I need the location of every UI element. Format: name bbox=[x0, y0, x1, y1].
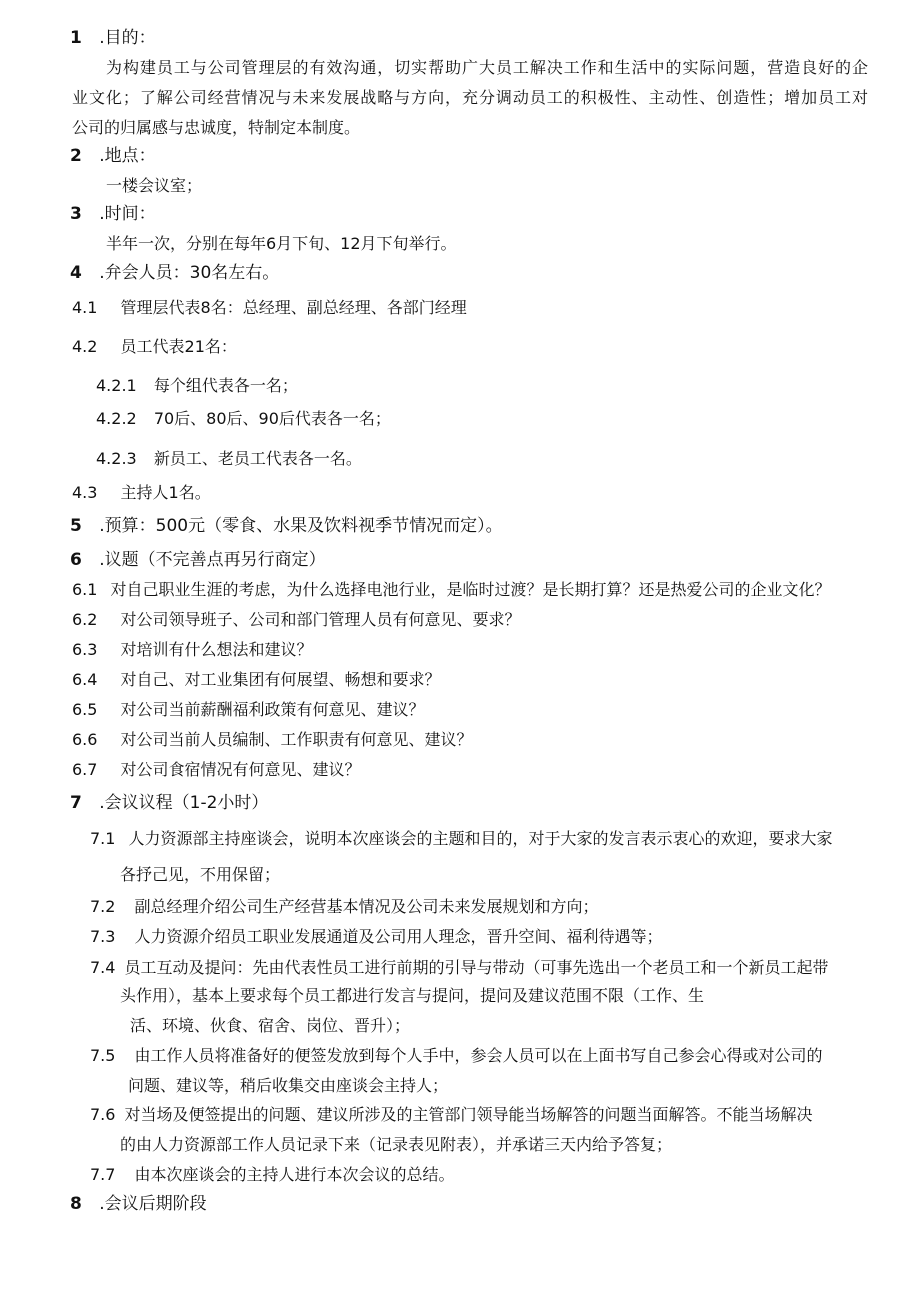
purpose-line-2: 业文化；了解公司经营情况与未来发展战略与方向，充分调动员工的积极性、主动性、创造性；增加员工对 bbox=[72, 88, 868, 107]
section-8-heading bbox=[70, 1193, 207, 1215]
list-item bbox=[90, 1164, 455, 1186]
purpose-line-1: 为构建员工与公司管理层的有效沟通，切实帮助广大员工解决工作和生活中的实际问题，营造良好的企 bbox=[106, 58, 868, 77]
item-text: 对培训有什么想法和建议？ bbox=[120, 640, 313, 659]
item-number: 7.1 bbox=[90, 829, 116, 848]
item-number: 6.1 bbox=[72, 580, 98, 599]
list-item bbox=[72, 729, 473, 751]
item-number: 4.3 bbox=[72, 483, 98, 502]
section-number: 3 bbox=[70, 204, 82, 224]
item-number: 4.2 bbox=[72, 337, 98, 356]
item-number: 7.7 bbox=[90, 1165, 116, 1184]
item-text: 每个组代表各一名； bbox=[153, 376, 298, 395]
section-number: 7 bbox=[70, 793, 82, 813]
list-item bbox=[72, 609, 521, 631]
section-title: .地点： bbox=[99, 146, 156, 166]
section-title: .时间： bbox=[99, 204, 156, 224]
list-item-continuation: 的由人力资源部工作人员记录下来（记录表见附表），并承诺三天内给予答复； bbox=[120, 1135, 673, 1154]
item-number: 6.5 bbox=[72, 700, 98, 719]
list-item-continuation: 活、环境、伙食、宿舍、岗位、晋升）； bbox=[130, 1016, 411, 1035]
section-number: 6 bbox=[70, 550, 82, 570]
list-item-continuation: 各抒己见，不用保留； bbox=[120, 865, 281, 884]
section-number: 5 bbox=[70, 516, 82, 536]
section-title: .弁会人员：30名左右。 bbox=[99, 263, 280, 283]
item-number: 6.3 bbox=[72, 640, 98, 659]
list-item bbox=[96, 408, 391, 430]
section-title: .会议后期阶段 bbox=[99, 1194, 207, 1214]
section-7-heading bbox=[70, 792, 268, 814]
item-number: 7.2 bbox=[90, 897, 116, 916]
item-text: 对自己职业生涯的考虑，为什么选择电池行业，是临时过渡？是长期打算？还是热爱公司的企业文化？ bbox=[110, 580, 831, 599]
section-number: 1 bbox=[70, 28, 82, 48]
list-item bbox=[72, 699, 425, 721]
list-item bbox=[96, 375, 298, 397]
list-item bbox=[72, 297, 467, 319]
section-title: .议题（不完善点再另行商定） bbox=[99, 550, 326, 570]
purpose-line-3: 公司的归属感与忠诚度，特制定本制度。 bbox=[72, 118, 361, 137]
list-item bbox=[90, 828, 868, 850]
list-item bbox=[72, 336, 237, 358]
item-text: 对公司食宿情况有何意见、建议？ bbox=[120, 760, 361, 779]
item-text: 管理层代表8名：总经理、副总经理、各部门经理 bbox=[120, 298, 467, 317]
list-item bbox=[72, 482, 211, 504]
item-number: 4.2.2 bbox=[96, 409, 137, 428]
section-number: 2 bbox=[70, 146, 82, 166]
item-text: 员工代表21名： bbox=[120, 337, 237, 356]
section-4-heading bbox=[70, 262, 279, 284]
list-item-continuation: 问题、建议等，稍后收集交由座谈会主持人； bbox=[128, 1076, 449, 1095]
item-text: 对公司领导班子、公司和部门管理人员有何意见、要求？ bbox=[120, 610, 521, 629]
item-text: 对当场及便签提出的问题、建议所涉及的主管部门领导能当场解答的问题当面解答。不能当场解决 bbox=[124, 1105, 813, 1124]
list-item bbox=[96, 448, 362, 470]
list-item bbox=[90, 1045, 823, 1067]
item-text: 主持人1名。 bbox=[120, 483, 211, 502]
item-text: 人力资源部主持座谈会，说明本次座谈会的主题和目的，对于大家的发言表示衷心的欢迎，要求大家 bbox=[128, 829, 833, 848]
item-number: 6.4 bbox=[72, 670, 98, 689]
item-text: 由工作人员将准备好的便签发放到每个人手中，参会人员可以在上面书写自己参会心得或对公司的 bbox=[134, 1046, 823, 1065]
item-number: 7.3 bbox=[90, 927, 116, 946]
item-number: 7.6 bbox=[90, 1105, 116, 1124]
item-text: 员工互动及提问：先由代表性员工进行前期的引导与带动（可事先选出一个老员工和一个新员工起带 bbox=[124, 958, 829, 977]
item-text: 新员工、老员工代表各一名。 bbox=[153, 449, 362, 468]
item-number: 4.2.3 bbox=[96, 449, 137, 468]
section-number: 8 bbox=[70, 1194, 82, 1214]
item-number: 7.5 bbox=[90, 1046, 116, 1065]
item-text: 副总经理介绍公司生产经营基本情况及公司未来发展规划和方向； bbox=[134, 897, 599, 916]
section-5-heading bbox=[70, 515, 503, 537]
item-text: 由本次座谈会的主持人进行本次会议的总结。 bbox=[134, 1165, 455, 1184]
section-number: 4 bbox=[70, 263, 82, 283]
section-title: .预算：500元（零食、水果及饮料视季节情况而定）。 bbox=[99, 516, 503, 536]
item-number: 6.6 bbox=[72, 730, 98, 749]
list-item bbox=[90, 1104, 813, 1126]
section-title: .目的： bbox=[99, 28, 156, 48]
item-number: 6.2 bbox=[72, 610, 98, 629]
item-number: 4.2.1 bbox=[96, 376, 137, 395]
item-number: 4.1 bbox=[72, 298, 98, 317]
item-text: 70后、80后、90后代表各一名； bbox=[153, 409, 391, 428]
item-text: 人力资源介绍员工职业发展通道及公司用人理念，晋升空间、福利待遇等； bbox=[134, 927, 663, 946]
item-text: 对公司当前薪酬福利政策有何意见、建议？ bbox=[120, 700, 425, 719]
section-3-heading bbox=[70, 203, 156, 225]
section-title: .会议议程（1-2小时） bbox=[99, 793, 269, 813]
list-item bbox=[72, 669, 441, 691]
section-6-heading bbox=[70, 549, 326, 571]
list-item bbox=[90, 926, 663, 948]
item-number: 6.7 bbox=[72, 760, 98, 779]
location-text: 一楼会议室； bbox=[106, 176, 203, 195]
list-item bbox=[72, 759, 361, 781]
time-text: 半年一次，分别在每年6月下旬、12月下旬举行。 bbox=[106, 234, 457, 253]
section-1-heading bbox=[70, 27, 156, 49]
item-text: 对自己、对工业集团有何展望、畅想和要求？ bbox=[120, 670, 441, 689]
list-item-continuation: 头作用），基本上要求每个员工都进行发言与提问，提问及建议范围不限（工作、生 bbox=[120, 986, 705, 1005]
list-item bbox=[72, 579, 831, 601]
item-number: 7.4 bbox=[90, 958, 116, 977]
item-text: 对公司当前人员编制、工作职责有何意见、建议？ bbox=[120, 730, 473, 749]
list-item bbox=[90, 957, 829, 979]
list-item bbox=[72, 639, 313, 661]
section-2-heading bbox=[70, 145, 156, 167]
list-item bbox=[90, 896, 599, 918]
